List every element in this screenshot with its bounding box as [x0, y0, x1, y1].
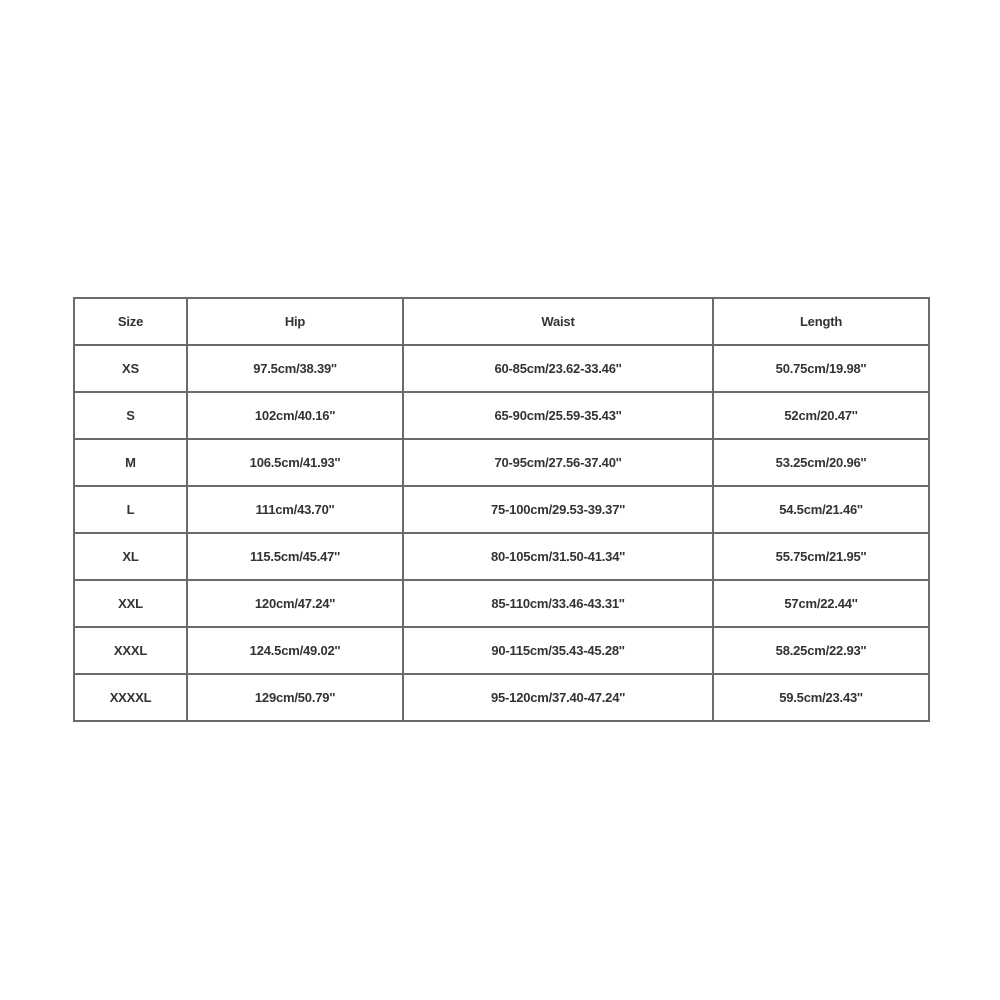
cell-waist: 65-90cm/25.59-35.43'' [403, 392, 713, 439]
header-size: Size [74, 298, 187, 345]
cell-waist: 70-95cm/27.56-37.40'' [403, 439, 713, 486]
header-waist: Waist [403, 298, 713, 345]
cell-hip: 102cm/40.16'' [187, 392, 403, 439]
cell-size: M [74, 439, 187, 486]
size-chart-table [73, 297, 930, 722]
cell-length: 53.25cm/20.96'' [713, 439, 929, 486]
table-row [74, 674, 929, 721]
cell-waist: 80-105cm/31.50-41.34'' [403, 533, 713, 580]
table-header-row [74, 298, 929, 345]
cell-length: 50.75cm/19.98'' [713, 345, 929, 392]
cell-hip: 106.5cm/41.93'' [187, 439, 403, 486]
table-row [74, 392, 929, 439]
cell-waist: 95-120cm/37.40-47.24'' [403, 674, 713, 721]
cell-size: XXL [74, 580, 187, 627]
cell-waist: 75-100cm/29.53-39.37'' [403, 486, 713, 533]
table-row [74, 580, 929, 627]
cell-size: L [74, 486, 187, 533]
cell-hip: 97.5cm/38.39'' [187, 345, 403, 392]
table-row [74, 533, 929, 580]
cell-size: XXXXL [74, 674, 187, 721]
table-row [74, 486, 929, 533]
cell-length: 52cm/20.47'' [713, 392, 929, 439]
cell-hip: 129cm/50.79'' [187, 674, 403, 721]
cell-size: XL [74, 533, 187, 580]
cell-hip: 115.5cm/45.47'' [187, 533, 403, 580]
cell-size: S [74, 392, 187, 439]
cell-length: 54.5cm/21.46'' [713, 486, 929, 533]
cell-hip: 120cm/47.24'' [187, 580, 403, 627]
cell-waist: 85-110cm/33.46-43.31'' [403, 580, 713, 627]
header-hip: Hip [187, 298, 403, 345]
cell-length: 58.25cm/22.93'' [713, 627, 929, 674]
table-row [74, 627, 929, 674]
cell-hip: 111cm/43.70'' [187, 486, 403, 533]
cell-hip: 124.5cm/49.02'' [187, 627, 403, 674]
cell-size: XXXL [74, 627, 187, 674]
cell-length: 55.75cm/21.95'' [713, 533, 929, 580]
table-row [74, 345, 929, 392]
cell-waist: 60-85cm/23.62-33.46'' [403, 345, 713, 392]
cell-length: 59.5cm/23.43'' [713, 674, 929, 721]
cell-size: XS [74, 345, 187, 392]
header-length: Length [713, 298, 929, 345]
cell-length: 57cm/22.44'' [713, 580, 929, 627]
table-row [74, 439, 929, 486]
cell-waist: 90-115cm/35.43-45.28'' [403, 627, 713, 674]
